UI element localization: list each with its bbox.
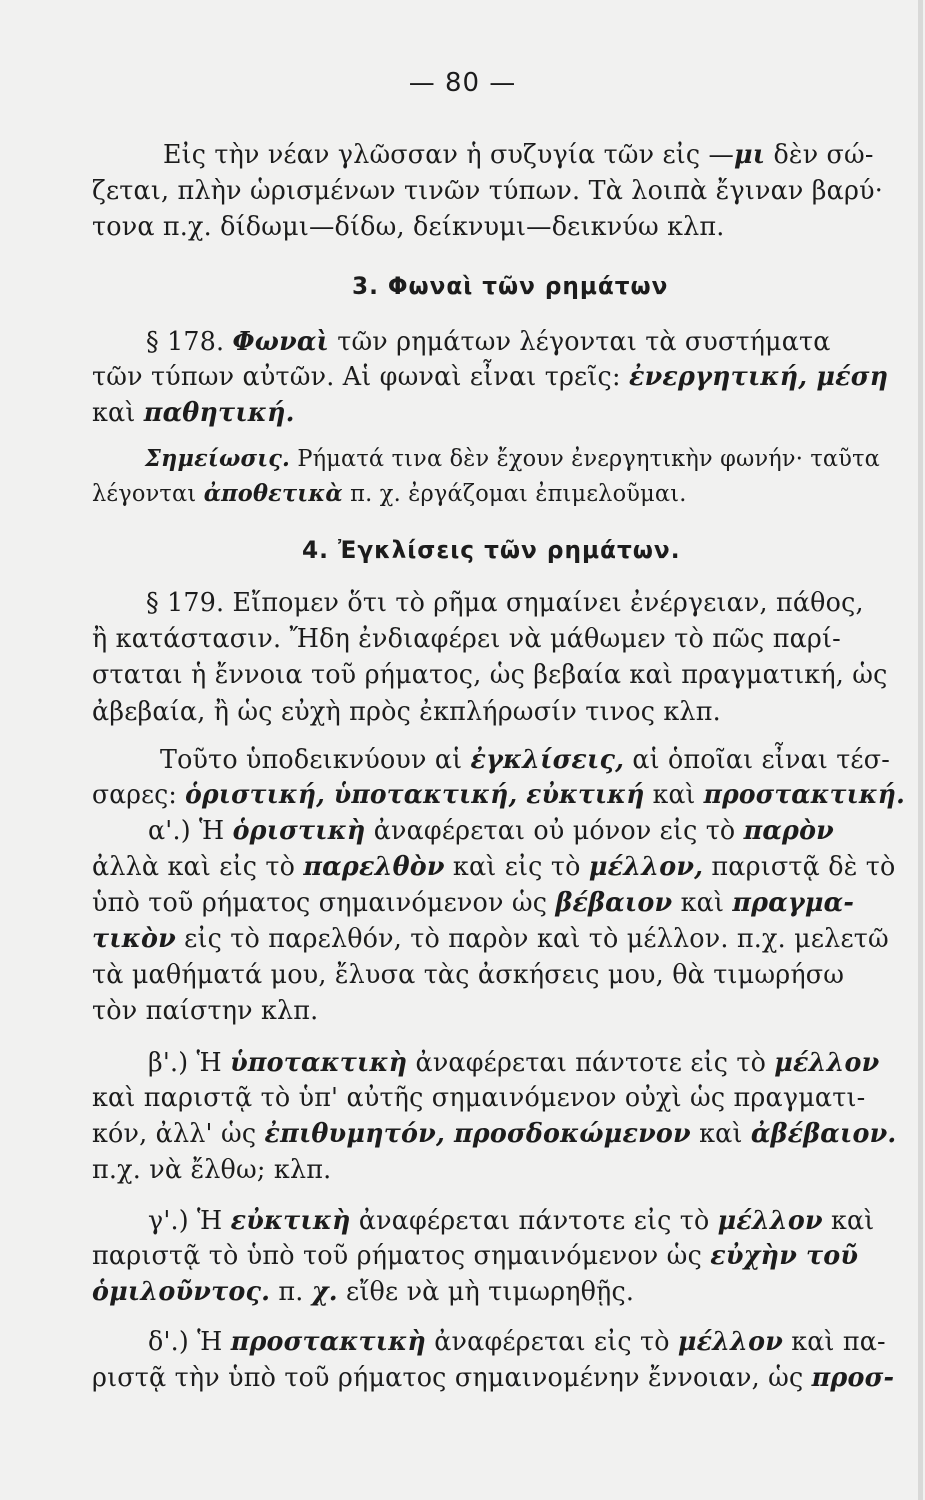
text-run: § 179. Εἴπομεν ὅτι τὸ ρῆμα σημαίνει ἐνέργειαν, πάθος, xyxy=(146,588,864,618)
text-run: ἀναφέρεται οὐ μόνον εἰς τὸ xyxy=(365,816,744,846)
text-run: ὑπὸ τοῦ ρήματος σημαινόμενον ὡς xyxy=(92,888,556,918)
text-run: καὶ παριστᾷ τὸ ὑπ' αὐτῆς σημαινόμενον οὐχὶ ὡς πραγματι- xyxy=(92,1083,866,1113)
text-run: καὶ xyxy=(644,780,704,810)
text-line xyxy=(160,740,890,780)
emphasized-term: ἀβέβαιον. xyxy=(750,1119,897,1149)
text-run: ζεται, πλὴν ὡρισμένων τινῶν τύπων. Τὰ λοιπὰ ἔγιναν βαρύ· xyxy=(92,176,884,206)
text-run: τῶν τύπων αὐτῶν. Αἱ φωναὶ εἶναι τρεῖς: xyxy=(92,362,629,392)
text-line xyxy=(92,775,905,815)
text-run: ἢ κατάστασιν. Ἤδη ἐνδιαφέρει νὰ μάθωμεν τὸ πῶς παρί- xyxy=(92,624,841,654)
text-run: εἴθε νὰ μὴ τιμωρηθῇς. xyxy=(337,1277,635,1307)
text-line xyxy=(92,1236,858,1276)
text-line xyxy=(92,991,318,1031)
text-run: καὶ xyxy=(690,1119,751,1149)
text-line xyxy=(146,322,831,362)
text-line xyxy=(148,1201,874,1241)
text-run: καὶ εἰς τὸ xyxy=(444,852,589,882)
text-line xyxy=(92,883,854,923)
emphasized-term: ὁμιλοῦντος. xyxy=(92,1277,271,1307)
emphasized-term: εὐχὴν τοῦ xyxy=(710,1241,859,1271)
text-line xyxy=(92,1114,896,1154)
text-line xyxy=(92,955,844,995)
emphasized-term: εὐκτικὴ xyxy=(230,1206,351,1236)
text-line xyxy=(92,919,889,959)
text-run: λέγονται xyxy=(92,481,204,507)
emphasized-term: μέλλον xyxy=(677,1327,783,1357)
emphasized-term: μέλλον xyxy=(717,1206,823,1236)
text-run: ἀβεβαία, ἢ ὡς εὐχὴ πρὸς ἐκπλήρωσίν τινος κλπ. xyxy=(92,697,721,727)
text-run: π.χ. νὰ ἔλθω; κλπ. xyxy=(92,1155,332,1185)
emphasized-term: μέλλον, xyxy=(588,852,704,882)
text-run: καὶ xyxy=(672,888,733,918)
emphasized-term: προστακτική. xyxy=(703,780,905,810)
emphasized-term: βέβαιον xyxy=(555,888,673,918)
emphasized-term: ὑποτακτικὴ xyxy=(230,1048,408,1078)
emphasized-term: Φωναὶ xyxy=(232,327,329,357)
text-run: Εἰς τὴν νέαν γλῶσσαν ἡ συζυγία τῶν εἰς — xyxy=(163,140,735,170)
text-run: γ'.) Ἡ xyxy=(148,1206,231,1236)
emphasized-term: μέλλον xyxy=(774,1048,880,1078)
emphasized-term: ὁριστική, ὑποτακτική, εὐκτική xyxy=(185,780,645,810)
text-run: τὰ μαθήματά μου, ἔλυσα τὰς ἀσκήσεις μου, θὰ τιμωρήσω xyxy=(92,960,845,990)
text-line xyxy=(92,692,721,732)
emphasized-term: ὁριστικὴ xyxy=(232,816,366,846)
emphasized-term: προστακτικὴ xyxy=(230,1327,427,1357)
text-line xyxy=(92,847,895,887)
text-line xyxy=(92,171,883,211)
emphasized-term: παθητική. xyxy=(143,398,295,428)
text-line xyxy=(148,811,834,851)
text-line xyxy=(146,583,864,623)
text-run: παριστᾷ τὸ ὑπὸ τοῦ ρήματος σημαινόμενον ὡς xyxy=(92,1241,711,1271)
page-edge-shadow xyxy=(918,0,923,1500)
text-run: ἀναφέρεται πάντοτε εἰς τὸ xyxy=(407,1048,775,1078)
text-run: δὲν σώ- xyxy=(765,140,874,170)
emphasized-term: παρὸν xyxy=(743,816,834,846)
text-line xyxy=(302,530,681,570)
text-run: α'.) Ἡ xyxy=(148,816,233,846)
text-run: τονα π.χ. δίδωμι—δίδω, δείκνυμι—δεικνύω κλπ. xyxy=(92,212,725,242)
page-number: — 80 — xyxy=(408,68,517,98)
text-run: κόν, ἀλλ' ὡς xyxy=(92,1119,265,1149)
emphasized-term: χ. xyxy=(311,1277,338,1307)
emphasized-term: παρελθὸν xyxy=(303,852,445,882)
emphasized-term: Σημείωσις. xyxy=(145,445,291,472)
text-run: καὶ xyxy=(822,1206,875,1236)
text-line xyxy=(92,1272,634,1312)
emphasized-term: ἐνεργητική, μέση xyxy=(628,362,889,392)
text-run: δ'.) Ἡ xyxy=(148,1327,231,1357)
text-line xyxy=(148,1322,886,1362)
text-line xyxy=(92,393,295,433)
text-run: σταται ἡ ἔννοια τοῦ ρήματος, ὡς βεβαία καὶ πραγματική, ὡς xyxy=(92,660,888,690)
emphasized-term: προσ- xyxy=(811,1363,895,1393)
emphasized-term: ἀποθετικὰ xyxy=(203,480,343,507)
emphasized-term: ἐγκλίσεις, xyxy=(470,745,625,775)
emphasized-term: πραγμα- xyxy=(732,888,855,918)
text-run: ἀναφέρεται εἰς τὸ xyxy=(426,1327,678,1357)
text-run: τῶν ρημάτων λέγονται τὰ συστήματα xyxy=(328,327,831,357)
text-line xyxy=(352,266,668,306)
text-run: β'.) Ἡ xyxy=(148,1048,231,1078)
text-run: ἀναφέρεται πάντοτε εἰς τὸ xyxy=(350,1206,718,1236)
text-line xyxy=(92,655,888,695)
text-line xyxy=(92,1150,331,1190)
text-line xyxy=(92,207,725,247)
text-run: καὶ πα- xyxy=(782,1327,886,1357)
text-line xyxy=(145,439,880,479)
text-run: π. χ. ἐργάζομαι ἐπιμελοῦμαι. xyxy=(342,481,687,507)
emphasized-term: μι xyxy=(734,140,766,170)
text-run: Ρήματά τινα δὲν ἔχουν ἐνεργητικὴν φωνήν· ταῦτα xyxy=(290,446,880,472)
text-line xyxy=(92,1078,865,1118)
text-run: τὸν παίστην κλπ. xyxy=(92,996,319,1026)
text-line xyxy=(92,474,687,514)
text-run: § 178. xyxy=(146,327,233,357)
text-run: ριστᾷ τὴν ὑπὸ τοῦ ρήματος σημαινομένην ἔννοιαν, ὡς xyxy=(92,1363,812,1393)
text-run: καὶ xyxy=(92,398,144,428)
text-line xyxy=(92,1358,894,1398)
section-heading: 4. Ἐγκλίσεις τῶν ρημάτων. xyxy=(302,536,681,564)
text-line xyxy=(92,619,841,659)
emphasized-term: ἐπιθυμητόν, προσδοκώμενον xyxy=(264,1119,691,1149)
text-line xyxy=(148,1043,879,1083)
section-heading: 3. Φωναὶ τῶν ρημάτων xyxy=(352,272,669,300)
text-run: π. xyxy=(270,1277,312,1307)
text-line xyxy=(163,135,874,175)
text-run: εἰς τὸ παρελθόν, τὸ παρὸν καὶ τὸ μέλλον. π.χ. μελετῶ xyxy=(175,924,889,954)
text-line xyxy=(92,357,888,397)
text-run: Τοῦτο ὑποδεικνύουν αἱ xyxy=(160,745,471,775)
emphasized-term: τικὸν xyxy=(92,924,176,954)
text-run: ἀλλὰ καὶ εἰς τὸ xyxy=(92,852,304,882)
text-run: αἱ ὁποῖαι εἶναι τέσ- xyxy=(624,745,890,775)
text-run: παριστᾷ δὲ τὸ xyxy=(703,852,896,882)
text-run: σαρες: xyxy=(92,780,186,810)
